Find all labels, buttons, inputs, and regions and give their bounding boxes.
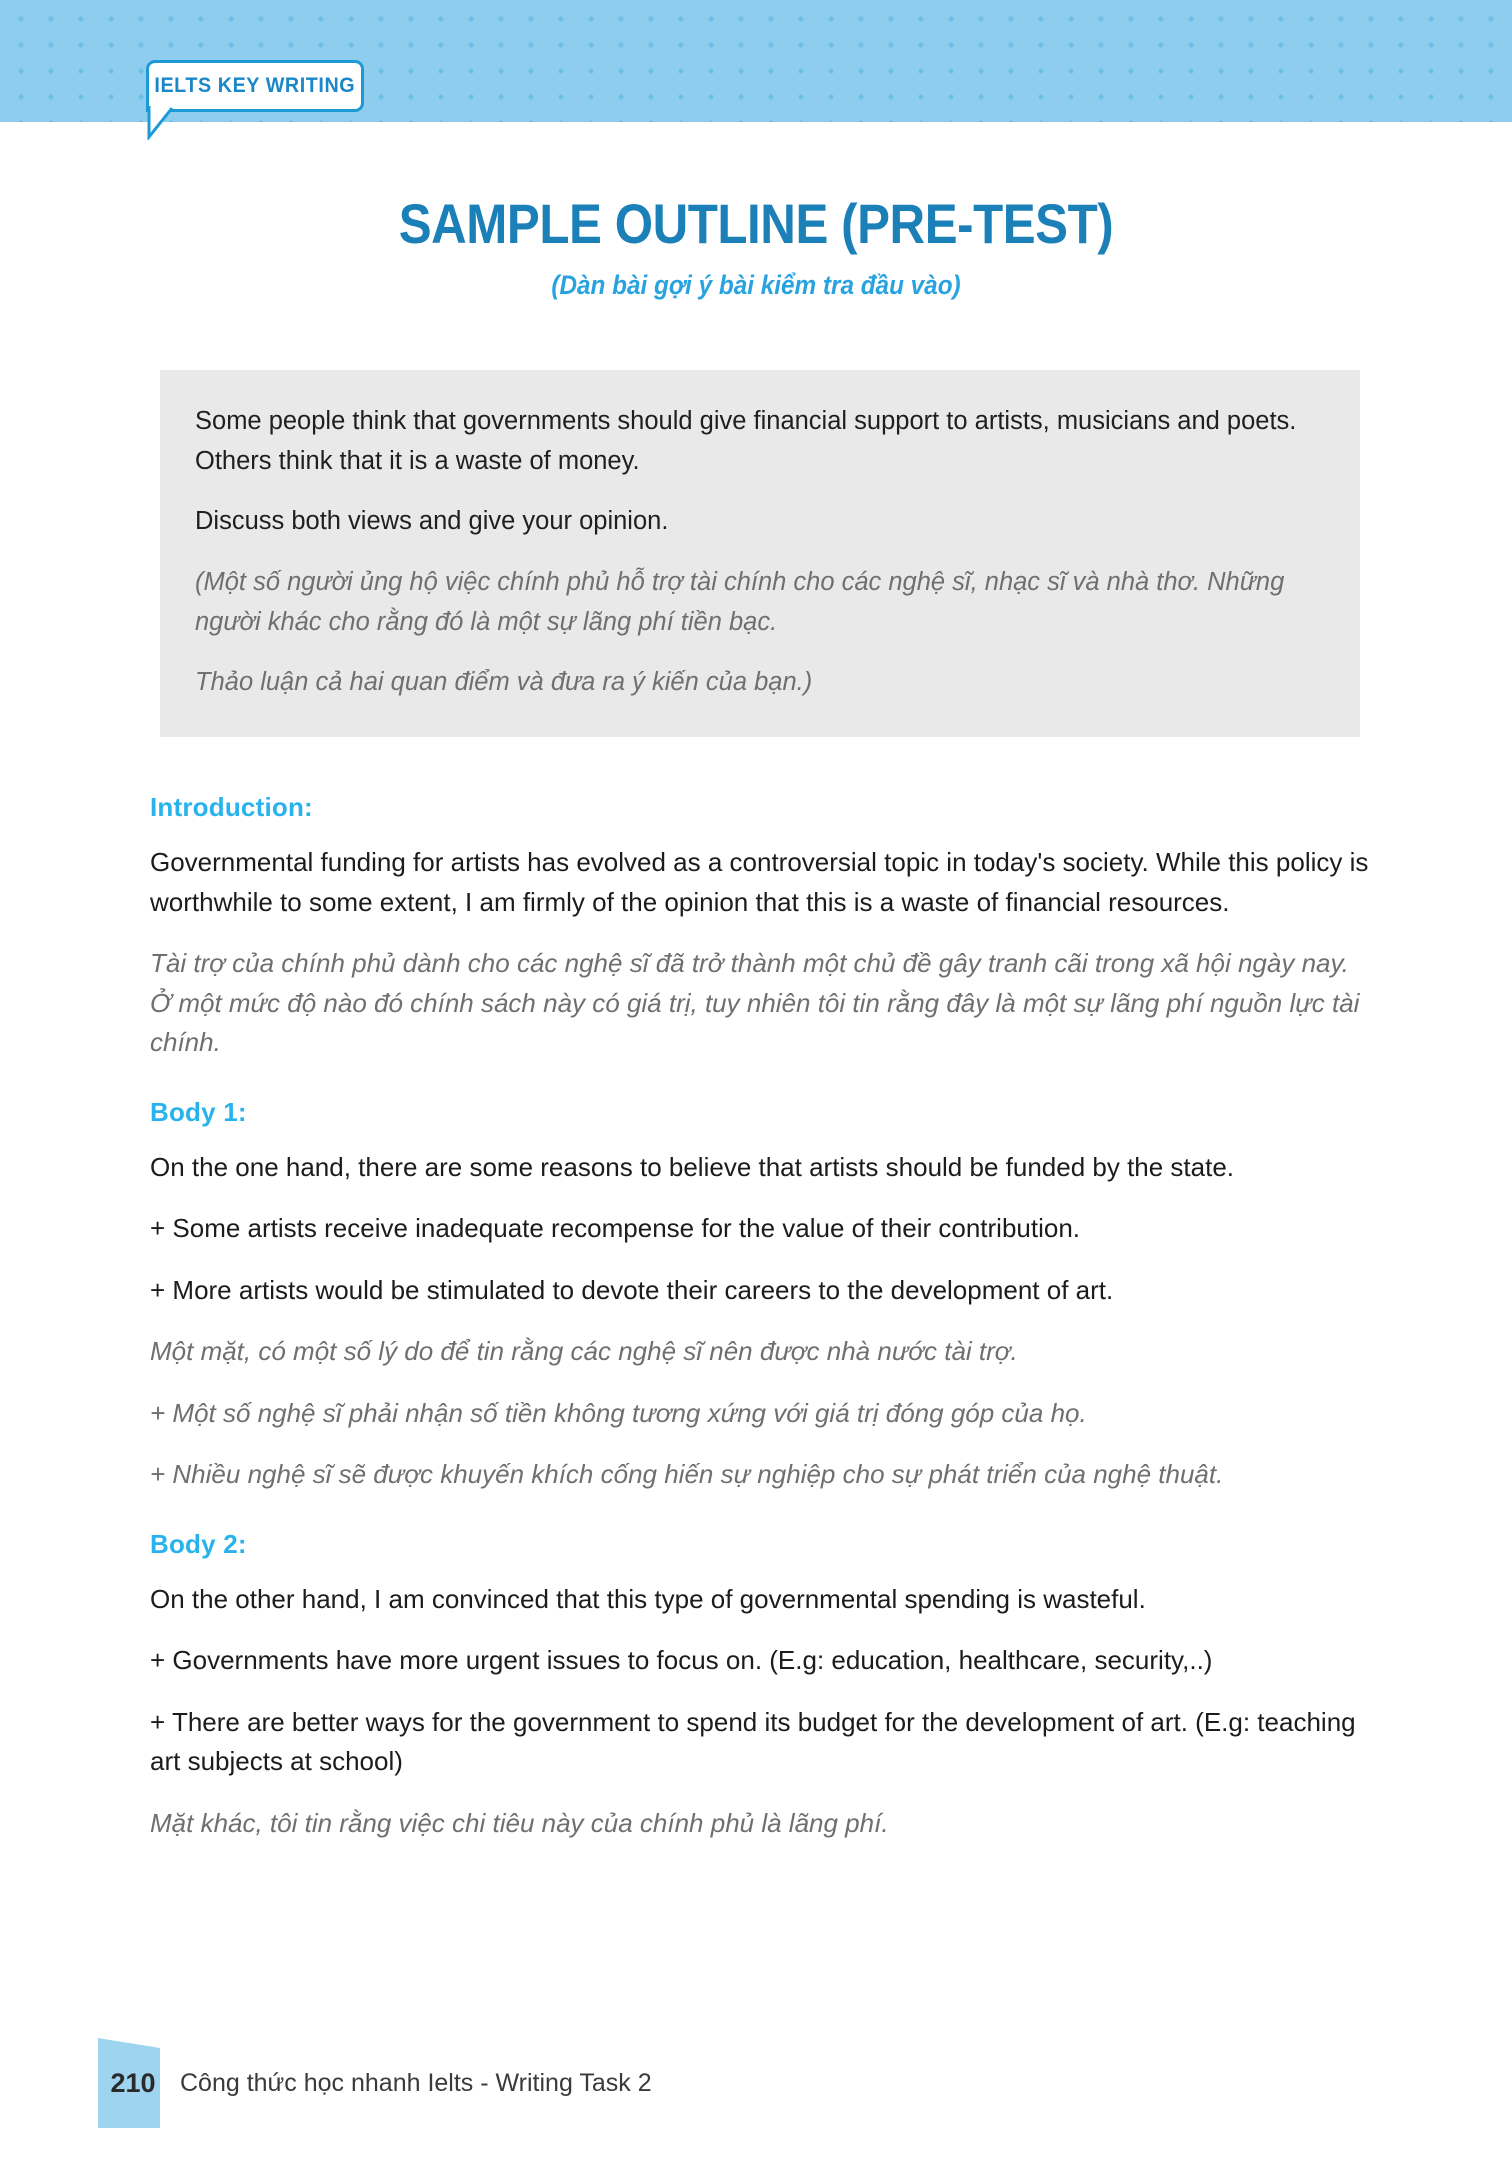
prompt-vietnamese-line: (Một số người ủng hộ việc chính phủ hỗ trợ tài chính cho các nghệ sĩ, nhạc sĩ và nhà thơ. Những người khác cho rằng đó là một sự lãng phí tiền bạc. (195, 568, 1285, 637)
page-footer (0, 2038, 1512, 2128)
section-english-bullet: + There are better ways for the government to spend its budget for the development of art. (E.g: teaching art subjects at school) (150, 1706, 1356, 1777)
section-vietnamese-bullet: + Nhiều nghệ sĩ sẽ được khuyến khích cống hiến sự nghiệp cho sự phát triển của nghệ thuật. (150, 1459, 1224, 1490)
outline-content (150, 792, 1375, 1865)
section-heading: Body 2: (150, 1528, 247, 1559)
footer-text: Công thức học nhanh Ielts - Writing Task 2 (180, 2068, 652, 2097)
section-english-paragraph: On the other hand, I am convinced that this type of governmental spending is wasteful. (150, 1583, 1146, 1614)
section-body-1 (150, 1097, 1375, 1495)
section-introduction (150, 792, 1375, 1063)
section-vietnamese-paragraph: Một mặt, có một số lý do để tin rằng các nghệ sĩ nên được nhà nước tài trợ. (150, 1336, 1018, 1367)
page-number: 210 (110, 2067, 156, 2098)
prompt-english-line: Discuss both views and give your opinion. (195, 506, 669, 535)
section-english-paragraph: Governmental funding for artists has evolved as a controversial topic in today's society. While this policy is worthwhile to some extent, I am firmly of the opinion that this is a waste of financial resources. (150, 847, 1369, 917)
title-block (0, 192, 1512, 301)
section-body-2 (150, 1529, 1375, 1844)
section-vietnamese-paragraph: Mặt khác, tôi tin rằng việc chi tiêu này của chính phủ là lãng phí. (150, 1807, 889, 1838)
prompt-vietnamese-line: Thảo luận cả hai quan điểm và đưa ra ý kiến của bạn.) (195, 667, 813, 696)
page-title: SAMPLE OUTLINE (PRE-TEST) (398, 192, 1114, 255)
brand-tab (146, 60, 364, 112)
section-english-bullet: + Governments have more urgent issues to focus on. (E.g: education, healthcare, security,..) (150, 1645, 1213, 1676)
section-heading: Introduction: (150, 792, 313, 822)
prompt-english-line: Some people think that governments should give financial support to artists, musicians and poets. Others think that it is a waste of money. (195, 407, 1297, 475)
brand-tab-label: IELTS KEY WRITING (154, 74, 356, 97)
section-heading: Body 1: (150, 1096, 247, 1127)
prompt-box (160, 370, 1360, 737)
section-english-paragraph: On the one hand, there are some reasons to believe that artists should be funded by the state. (150, 1151, 1235, 1182)
section-english-bullet: + More artists would be stimulated to devote their careers to the development of art. (150, 1274, 1114, 1305)
section-vietnamese-paragraph: Tài trợ của chính phủ dành cho các nghệ sĩ đã trở thành một chủ đề gây tranh cãi trong xã hội ngày nay. Ở một mức độ nào đó chính sách này có giá trị, tuy nhiên tôi tin rằng đây là một sự lãng phí nguồn lực tài chính. (150, 948, 1360, 1058)
page-subtitle: (Dàn bài gợi ý bài kiểm tra đầu vào) (551, 270, 961, 300)
section-english-bullet: + Some artists receive inadequate recompense for the value of their contribution. (150, 1213, 1081, 1244)
section-vietnamese-bullet: + Một số nghệ sĩ phải nhận số tiền không tương xứng với giá trị đóng góp của họ. (150, 1397, 1087, 1428)
